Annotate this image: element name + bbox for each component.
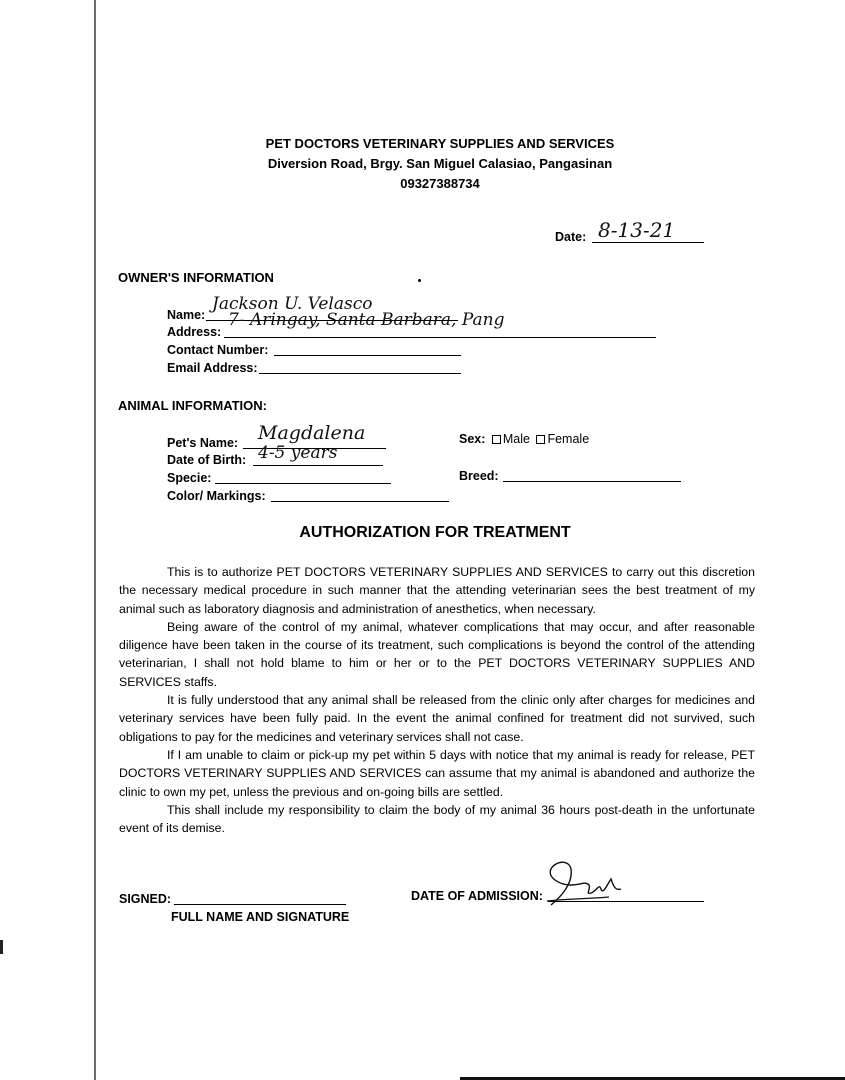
- owner-name-value: Jackson U. Velasco: [212, 294, 373, 314]
- admission-label: DATE OF ADMISSION:: [411, 889, 543, 903]
- clinic-phone: 09327388734: [400, 176, 480, 191]
- ink-dot: [418, 279, 421, 282]
- breed-line[interactable]: [503, 481, 681, 482]
- signed-line[interactable]: [174, 904, 346, 905]
- dob-value: 4-5 years: [258, 443, 338, 463]
- clinic-name: PET DOCTORS VETERINARY SUPPLIES AND SERVICES: [265, 136, 615, 151]
- owner-address-label: Address:: [167, 325, 222, 339]
- authorization-body: [119, 563, 755, 837]
- owner-section-title: OWNER'S INFORMATION: [118, 270, 274, 285]
- dob-line[interactable]: [253, 465, 383, 466]
- authorization-paragraph: It is fully understood that any animal shall be released from the clinic only after charges for medicines and veterinary services have been fully paid. In the event the animal confined for treatment did not survived, such obligations to pay for the medicines and veterinary services shall not case.: [119, 693, 755, 744]
- pet-name-value: Magdalena: [258, 422, 366, 444]
- sex-label: Sex:: [459, 432, 486, 446]
- date-line[interactable]: [592, 242, 704, 243]
- breed-label: Breed:: [459, 469, 499, 483]
- owner-name-label: Name:: [167, 308, 206, 322]
- authorization-paragraph: If I am unable to claim or pick-up my pet within 5 days with notice that my animal is ready for release, PET DOCTORS VETERINARY SUPPLIES AND SERVICES can assume that my animal is abandoned and authorize the clinic to own my pet, unless the previous and on-going bills are settled.: [119, 747, 755, 799]
- authorization-title: AUTHORIZATION FOR TREATMENT: [299, 524, 571, 541]
- authorization-paragraph: This shall include my responsibility to claim the body of my animal 36 hours post-death in the unfortunate event of its demise.: [119, 802, 755, 836]
- owner-address-value: 7- Aringay, Santa Barbara, Pang: [228, 310, 505, 330]
- date-label: Date:: [555, 230, 587, 244]
- sex-female-label: Female: [547, 432, 590, 446]
- color-line[interactable]: [271, 501, 449, 502]
- sex-male-checkbox[interactable]: [492, 435, 501, 444]
- owner-address-line[interactable]: [224, 337, 656, 338]
- full-name-caption: FULL NAME AND SIGNATURE: [171, 910, 350, 924]
- specie-line[interactable]: [215, 483, 391, 484]
- dob-label: Date of Birth:: [167, 453, 247, 467]
- owner-contact-line[interactable]: [274, 355, 461, 356]
- authorization-paragraph: This is to authorize PET DOCTORS VETERINARY SUPPLIES AND SERVICES to carry out this discretion the necessary medical procedure in such manner that the attending veterinarian sees the best treatment of my animal such as laboratory diagnosis and administration of anesthetics, when necessary.: [119, 565, 755, 616]
- sex-female-checkbox[interactable]: [536, 435, 545, 444]
- owner-email-line[interactable]: [259, 373, 461, 374]
- authorization-paragraph: Being aware of the control of my animal, whatever complications that may occur, and after reasonable diligence have been taken in the course of its treatment, such complications is beyond the control of the attending veterinarian, I shall not hold blame to him or her or to the PET DOCTORS VETERINARY SUPPLIES AND SERVICES staffs.: [119, 619, 755, 689]
- signed-label: SIGNED:: [119, 892, 172, 906]
- sex-male-label: Male: [502, 432, 530, 446]
- pet-name-label: Pet's Name:: [167, 436, 239, 450]
- color-label: Color/ Markings:: [167, 489, 266, 503]
- date-value: 8-13-21: [598, 218, 676, 242]
- admission-signature: [545, 855, 625, 910]
- clinic-address: Diversion Road, Brgy. San Miguel Calasiao, Pangasinan: [267, 156, 613, 171]
- sex-field: [459, 432, 589, 446]
- animal-section-title: ANIMAL INFORMATION:: [118, 398, 267, 413]
- scan-edge-left: [94, 0, 96, 1080]
- specie-label: Specie:: [167, 471, 212, 485]
- scan-speck: [0, 940, 3, 954]
- owner-contact-label: Contact Number:: [167, 343, 269, 357]
- owner-email-label: Email Address:: [167, 361, 258, 375]
